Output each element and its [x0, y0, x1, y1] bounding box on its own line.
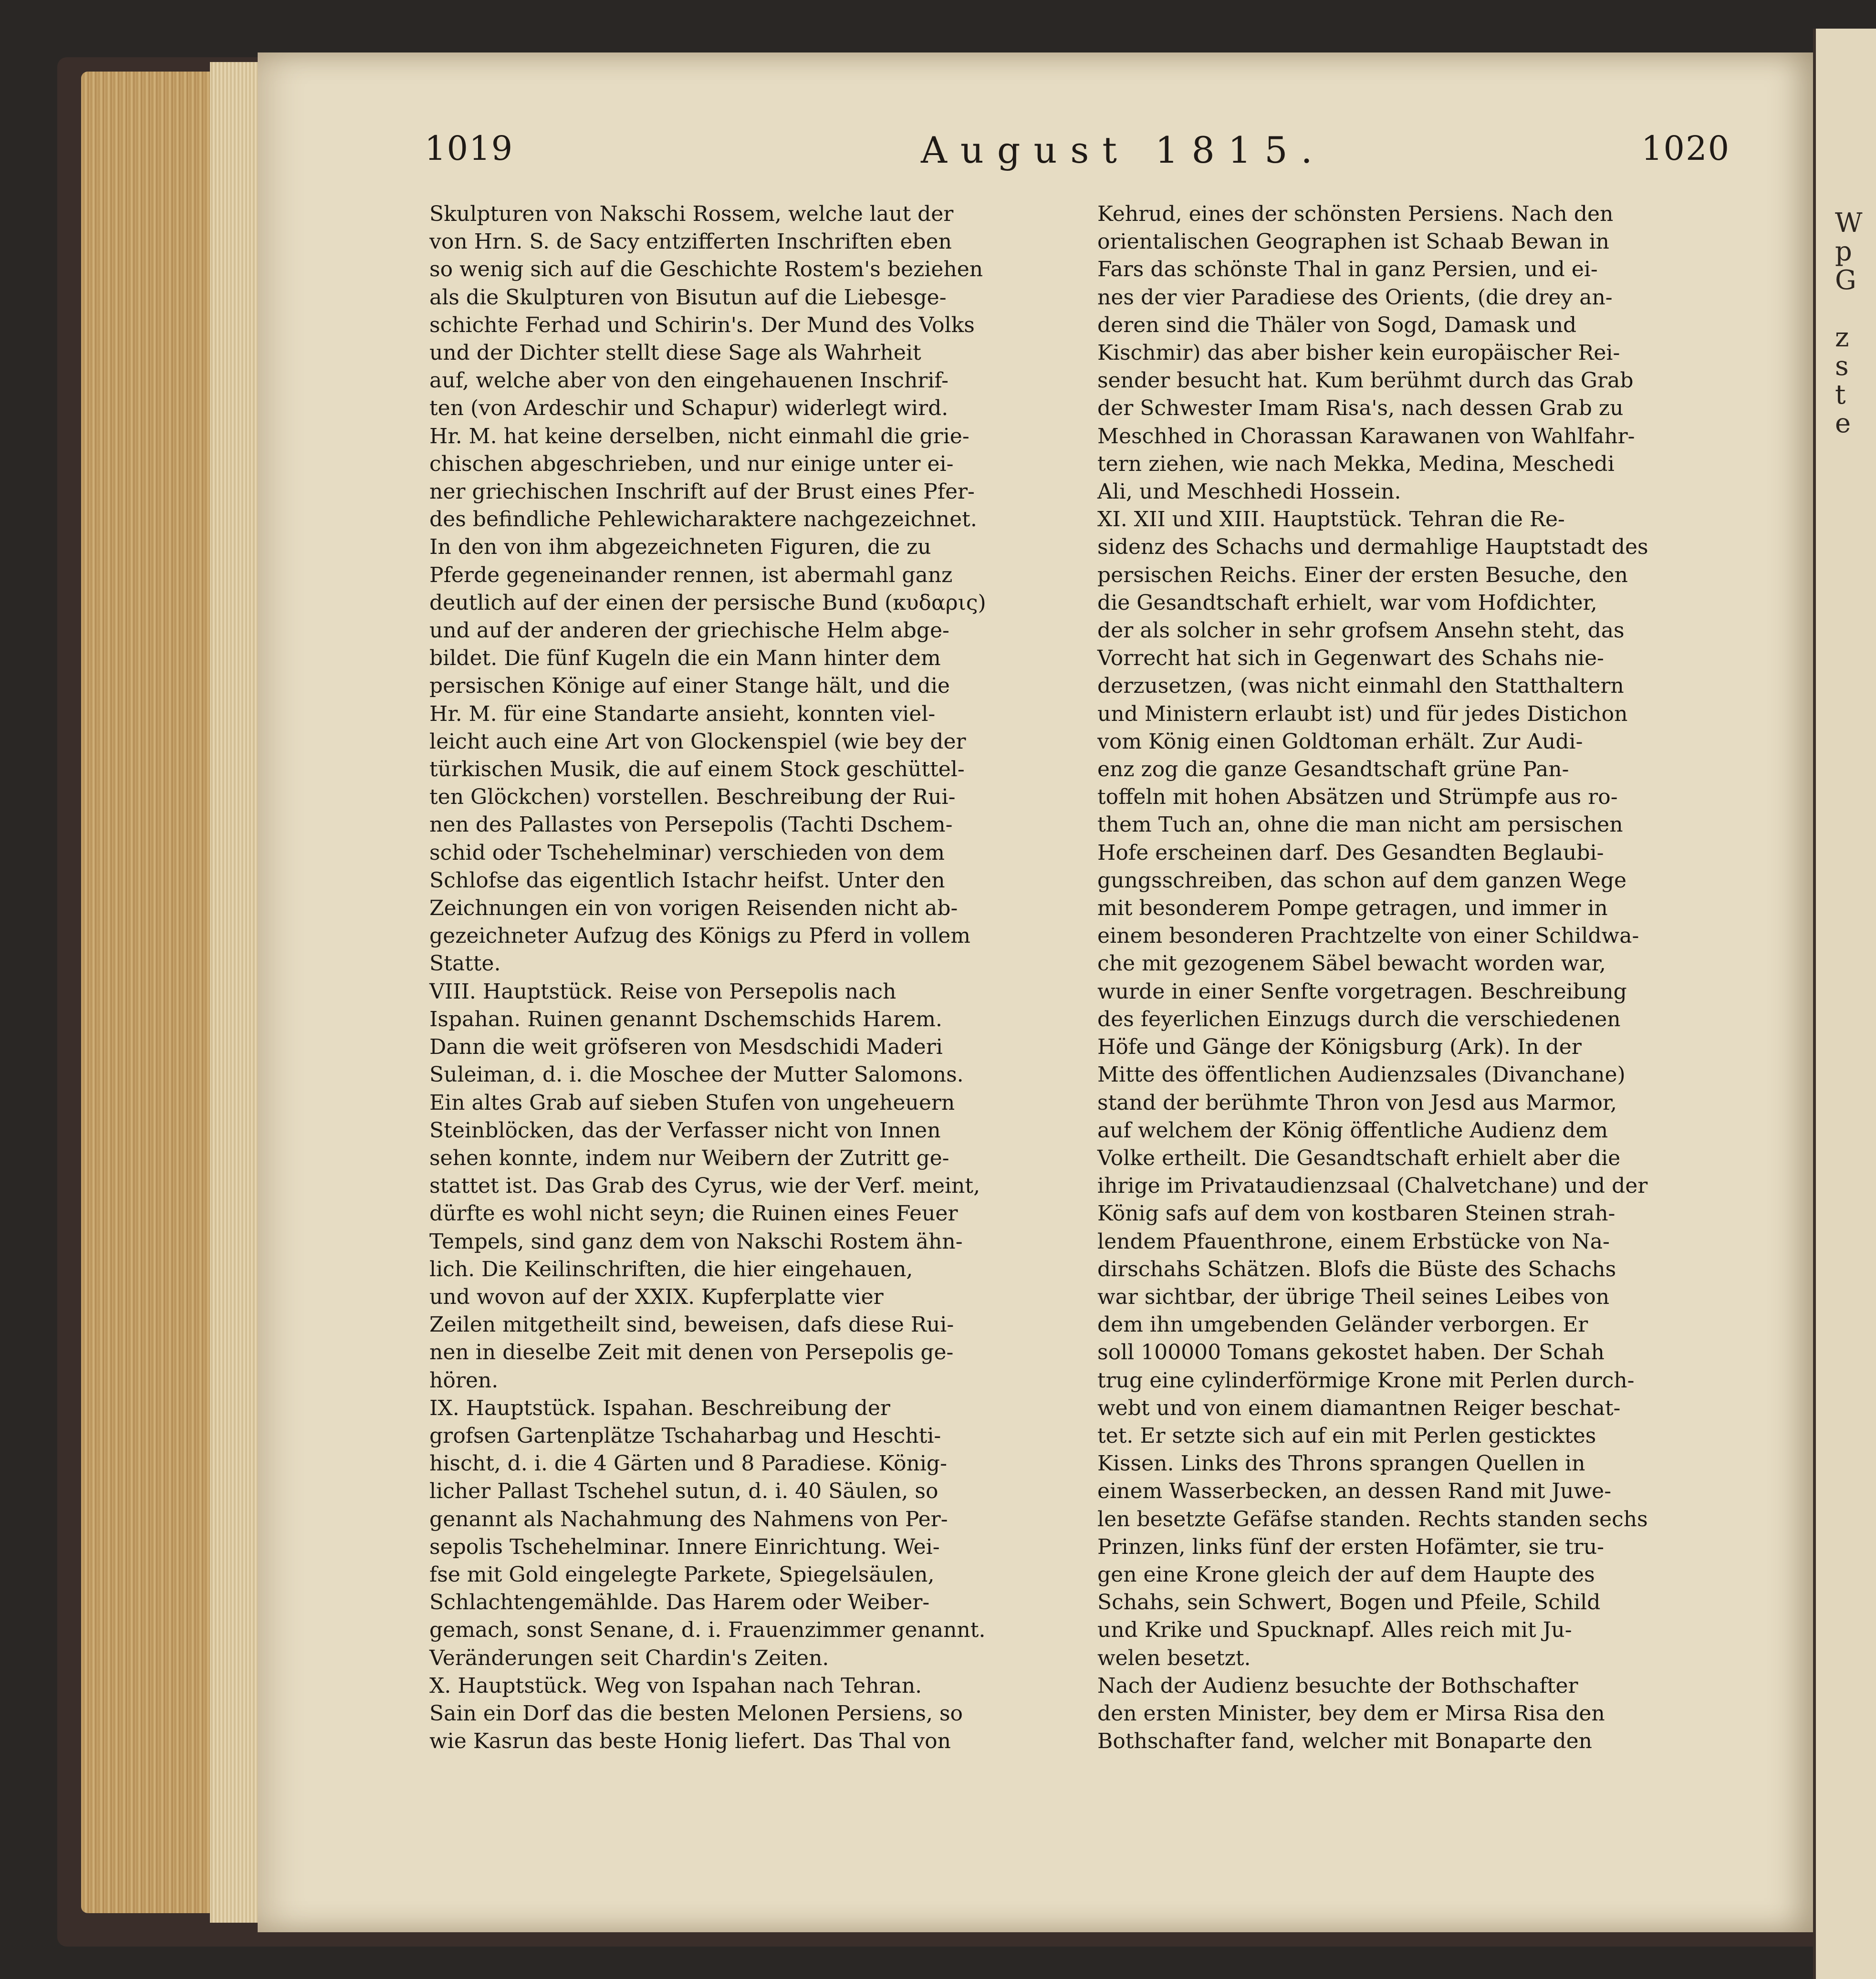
running-header: August 1815. — [921, 129, 1326, 171]
text-line: sender besucht hat. Kum berühmt durch das Grab — [1097, 368, 1634, 393]
text-line: die Gesandtschaft erhielt, war vom Hofdichter, — [1097, 590, 1597, 615]
text-line: als die Skulpturen von Bisutun auf die Liebesge- — [429, 285, 947, 310]
text-line: Höfe und Gänge der Königsburg (Ark). In der — [1097, 1035, 1582, 1060]
text-line: Ali, und Meschhedi Hossein. — [1097, 479, 1401, 504]
text-line: Schlachtengemählde. Das Harem oder Weiber- — [429, 1590, 930, 1615]
text-line: lendem Pfauenthrone, einem Erbstücke von Na- — [1097, 1229, 1610, 1254]
text-line: Ein altes Grab auf sieben Stufen von ungeheuern — [429, 1090, 955, 1115]
text-line: trug eine cylinderförmige Krone mit Perlen durch- — [1097, 1368, 1635, 1393]
text-line: einem besonderen Prachtzelte von einer Schildwa- — [1097, 924, 1639, 948]
text-line: Schlofse das eigentlich Istachr heifst. Unter den — [429, 868, 945, 893]
text-line: schid oder Tschehelminar) verschieden von dem — [429, 840, 945, 865]
text-line: von Hrn. S. de Sacy entzifferten Inschriften eben — [429, 229, 952, 254]
text-line: gungsschreiben, das schon auf dem ganzen Wege — [1097, 868, 1627, 893]
text-line: Dann die weit gröfseren von Mesdschidi Maderi — [429, 1035, 943, 1060]
text-line: Veränderungen seit Chardin's Zeiten. — [429, 1646, 829, 1670]
text-line: schichte Ferhad und Schirin's. Der Mund des Volks — [429, 312, 975, 337]
page-number-right: 1020 — [1641, 129, 1730, 168]
text-line: vom König einen Goldtoman erhält. Zur Audi- — [1097, 729, 1583, 754]
text-line: fse mit Gold eingelegte Parkete, Spiegelsäulen, — [429, 1562, 935, 1587]
text-line: genannt als Nachahmung des Nahmens von Per- — [429, 1507, 948, 1531]
text-line: In den von ihm abgezeichneten Figuren, die zu — [429, 535, 931, 560]
next-page-fragment: z — [1835, 322, 1849, 353]
text-line: und Krike und Spucknapf. Alles reich mit Ju- — [1097, 1618, 1572, 1643]
text-line: enz zog die ganze Gesandtschaft grüne Pan- — [1097, 757, 1569, 782]
text-line: bildet. Die fünf Kugeln die ein Mann hinter dem — [429, 646, 941, 671]
text-line: des feyerlichen Einzugs durch die verschiedenen — [1097, 1007, 1621, 1031]
text-line: Hr. M. hat keine derselben, nicht einmahl die grie- — [429, 424, 969, 448]
text-line: ten Glöckchen) vorstellen. Beschreibung der Rui- — [429, 785, 956, 810]
text-line: so wenig sich auf die Geschichte Rostem's beziehen — [429, 257, 983, 282]
text-line: chischen abgeschrieben, und nur einige unter ei- — [429, 451, 954, 476]
text-line: licher Pallast Tschehel sutun, d. i. 40 Säulen, so — [429, 1479, 938, 1504]
text-line: XI. XII und XIII. Hauptstück. Tehran die Re- — [1097, 507, 1565, 532]
text-line: Nach der Audienz besuchte der Bothschafter — [1097, 1673, 1578, 1698]
text-line: persischen Könige auf einer Stange hält, und die — [429, 674, 950, 698]
text-line: den ersten Minister, bey dem er Mirsa Risa den — [1097, 1701, 1605, 1726]
text-line: gezeichneter Aufzug des Königs zu Pferd in vollem — [429, 924, 971, 948]
text-line: welen besetzt. — [1097, 1646, 1251, 1670]
text-line: che mit gezogenem Säbel bewacht worden war, — [1097, 951, 1606, 976]
text-line: nes der vier Paradiese des Orients, (die drey an- — [1097, 285, 1613, 310]
next-page-fragment: t — [1835, 379, 1846, 410]
text-line: Meschhed in Chorassan Karawanen von Wahlfahr- — [1097, 424, 1635, 448]
text-line: ihrige im Privataudienzsaal (Chalvetchane) und der — [1097, 1174, 1648, 1198]
text-line: X. Hauptstück. Weg von Ispahan nach Tehran. — [429, 1673, 922, 1698]
text-line: dürfte es wohl nicht seyn; die Ruinen eines Feuer — [429, 1201, 958, 1226]
text-line: toffeln mit hohen Absätzen und Strümpfe aus ro- — [1097, 785, 1618, 810]
text-line: mit besonderem Pompe getragen, und immer in — [1097, 896, 1608, 921]
text-line: len besetzte Gefäfse standen. Rechts standen sechs — [1097, 1507, 1648, 1531]
text-line: war sichtbar, der übrige Theil seines Leibes von — [1097, 1284, 1610, 1309]
text-line: und Ministern erlaubt ist) und für jedes Distichon — [1097, 701, 1628, 726]
text-line: tet. Er setzte sich auf ein mit Perlen gesticktes — [1097, 1423, 1596, 1448]
page-number-left: 1019 — [425, 129, 514, 168]
text-line: nen in dieselbe Zeit mit denen von Persepolis ge- — [429, 1340, 954, 1365]
text-line: dem ihn umgebenden Geländer verborgen. Er — [1097, 1312, 1588, 1337]
text-line: ner griechischen Inschrift auf der Brust eines Pfer- — [429, 479, 975, 504]
next-page-edge — [1813, 29, 1876, 1979]
text-line: der Schwester Imam Risa's, nach dessen Grab zu — [1097, 396, 1624, 421]
text-line: der als solcher in sehr grofsem Ansehn steht, das — [1097, 618, 1625, 643]
text-line: deutlich auf der einen der persische Bund (κυδαρις) — [429, 590, 986, 615]
text-line: Vorrecht hat sich in Gegenwart des Schahs nie- — [1097, 646, 1604, 671]
text-line: nen des Pallastes von Persepolis (Tachti Dschem- — [429, 812, 953, 837]
text-line: König safs auf dem von kostbaren Steinen strah- — [1097, 1201, 1615, 1226]
text-line: türkischen Musik, die auf einem Stock geschüttel- — [429, 757, 965, 782]
text-line: Ispahan. Ruinen genannt Dschemschids Harem. — [429, 1007, 942, 1031]
text-line: Bothschafter fand, welcher mit Bonaparte den — [1097, 1729, 1593, 1754]
text-line: ten (von Ardeschir und Schapur) widerlegt wird. — [429, 396, 948, 421]
text-line: Volke ertheilt. Die Gesandtschaft erhielt aber die — [1097, 1146, 1621, 1170]
next-page-fragment: G — [1835, 265, 1856, 296]
text-line: webt und von einem diamantnen Reiger beschat- — [1097, 1396, 1621, 1420]
text-line: them Tuch an, ohne die man nicht am persischen — [1097, 812, 1623, 837]
text-line: Kischmir) das aber bisher kein europäischer Rei- — [1097, 341, 1620, 365]
text-line: VIII. Hauptstück. Reise von Persepolis nach — [429, 979, 896, 1004]
text-line: Steinblöcken, das der Verfasser nicht von Innen — [429, 1118, 941, 1143]
text-line: Pferde gegeneinander rennen, ist abermahl ganz — [429, 562, 953, 587]
text-line: wie Kasrun das beste Honig liefert. Das Thal von — [429, 1729, 951, 1754]
text-line: lich. Die Keilinschriften, die hier eingehauen, — [429, 1257, 913, 1281]
text-line: wurde in einer Senfte vorgetragen. Beschreibung — [1097, 979, 1627, 1004]
text-line: und auf der anderen der griechische Helm abge- — [429, 618, 949, 643]
text-line: dirschahs Schätzen. Blofs die Büste des Schachs — [1097, 1257, 1616, 1281]
text-line: grofsen Gartenplätze Tschaharbag und Heschti- — [429, 1423, 941, 1448]
next-page-fragment: e — [1835, 408, 1851, 439]
next-page-fragment: s — [1835, 351, 1849, 382]
text-line: hören. — [429, 1368, 499, 1393]
text-line: sepolis Tschehelminar. Innere Einrichtung. Wei- — [429, 1534, 940, 1559]
text-line: auf welchem der König öffentliche Audienz dem — [1097, 1118, 1608, 1143]
text-column-left — [429, 200, 1073, 1755]
text-line: derzusetzen, (was nicht einmahl den Statthaltern — [1097, 674, 1624, 698]
text-line: gen eine Krone gleich der auf dem Haupte des — [1097, 1562, 1595, 1587]
text-line: stattet ist. Das Grab des Cyrus, wie der Verf. meint, — [429, 1174, 980, 1198]
text-line: Mitte des öffentlichen Audienzsales (Divanchane) — [1097, 1062, 1626, 1087]
text-column-right — [1097, 200, 1741, 1755]
text-line: Hofe erscheinen darf. Des Gesandten Beglaubi- — [1097, 840, 1604, 865]
text-line: Hr. M. für eine Standarte ansieht, konnten viel- — [429, 701, 936, 726]
text-line: tern ziehen, wie nach Mekka, Medina, Meschedi — [1097, 451, 1615, 476]
text-line: auf, welche aber von den eingehauenen Inschrif- — [429, 368, 948, 393]
text-line: Fars das schönste Thal in ganz Persien, und ei- — [1097, 257, 1598, 282]
text-line: Suleiman, d. i. die Moschee der Mutter Salomons. — [429, 1062, 964, 1087]
text-line: Kehrud, eines der schönsten Persiens. Nach den — [1097, 202, 1614, 226]
text-line: persischen Reichs. Einer der ersten Besuche, den — [1097, 562, 1628, 587]
text-line: deren sind die Thäler von Sogd, Damask und — [1097, 312, 1577, 337]
text-line: Tempels, sind ganz dem von Nakschi Rostem ähn- — [429, 1229, 963, 1254]
text-line: hischt, d. i. die 4 Gärten und 8 Paradiese. König- — [429, 1451, 947, 1476]
text-line: orientalischen Geographen ist Schaab Bewan in — [1097, 229, 1609, 254]
text-line: gemach, sonst Senane, d. i. Frauenzimmer genannt. — [429, 1618, 986, 1643]
text-line: IX. Hauptstück. Ispahan. Beschreibung der — [429, 1396, 890, 1420]
text-line: des befindliche Pehlewicharaktere nachgezeichnet. — [429, 507, 977, 532]
text-line: soll 100000 Tomans gekostet haben. Der Schah — [1097, 1340, 1605, 1365]
text-line: Prinzen, links fünf der ersten Hofämter, sie tru- — [1097, 1534, 1605, 1559]
text-line: und wovon auf der XXIX. Kupferplatte vier — [429, 1284, 884, 1309]
text-line: Zeichnungen ein von vorigen Reisenden nicht ab- — [429, 896, 958, 921]
text-line: stand der berühmte Thron von Jesd aus Marmor, — [1097, 1090, 1617, 1115]
text-line: Zeilen mitgetheilt sind, beweisen, dafs diese Rui- — [429, 1312, 954, 1337]
text-line: Sain ein Dorf das die besten Melonen Persiens, so — [429, 1701, 963, 1726]
text-line: Schahs, sein Schwert, Bogen und Pfeile, Schild — [1097, 1590, 1601, 1615]
next-page-fragment: W — [1835, 208, 1863, 239]
text-line: sidenz des Schachs und dermahlige Hauptstadt des — [1097, 535, 1648, 560]
next-page-fragment: p — [1835, 236, 1852, 267]
text-line: Statte. — [429, 951, 501, 976]
text-line: einem Wasserbecken, an dessen Rand mit Juwe- — [1097, 1479, 1612, 1504]
text-line: und der Dichter stellt diese Sage als Wahrheit — [429, 341, 921, 365]
text-line: sehen konnte, indem nur Weibern der Zutritt ge- — [429, 1146, 949, 1170]
text-line: leicht auch eine Art von Glockenspiel (wie bey der — [429, 729, 966, 754]
text-line: Skulpturen von Nakschi Rossem, welche laut der — [429, 202, 954, 226]
text-line: Kissen. Links des Throns sprangen Quellen in — [1097, 1451, 1585, 1476]
